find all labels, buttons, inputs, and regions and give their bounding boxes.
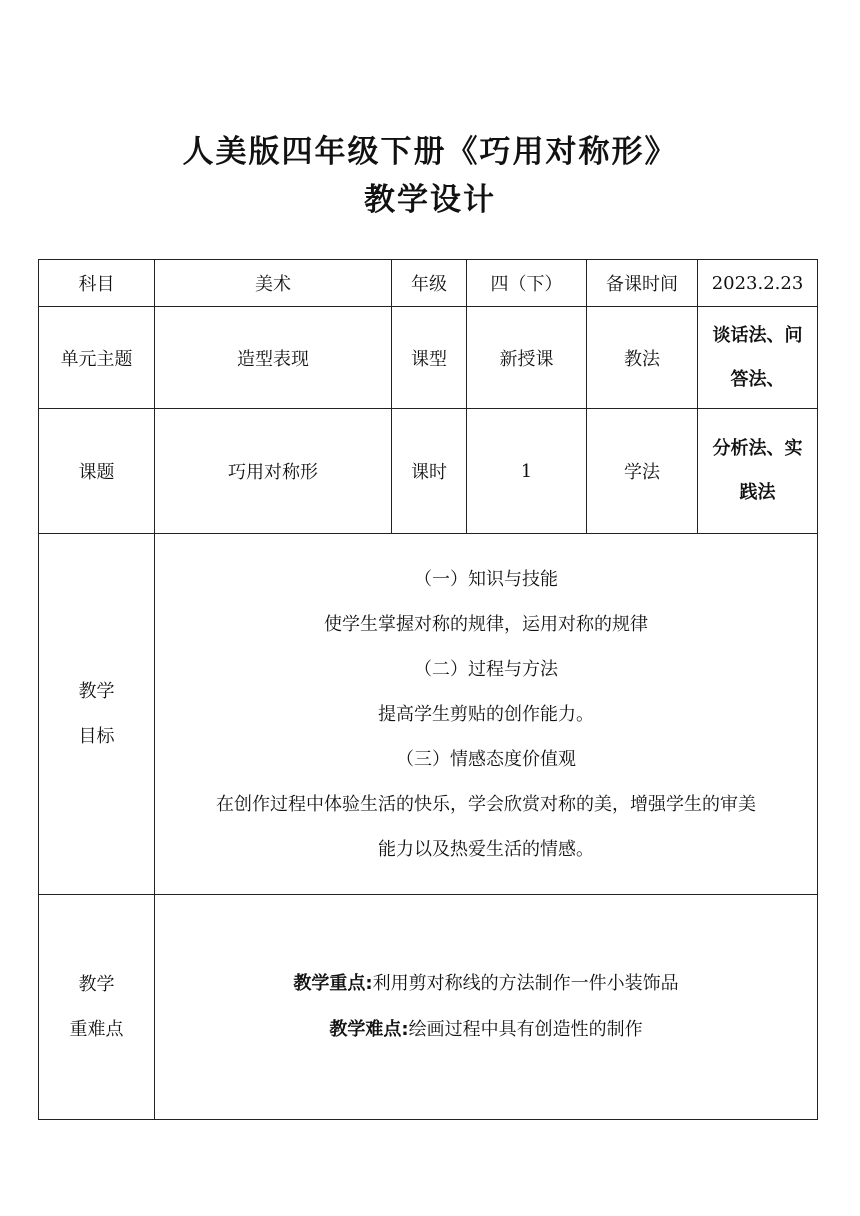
teaching-method-line: 答法、 bbox=[730, 368, 785, 390]
difficulty-text: 绘画过程中具有创造性的制作 bbox=[408, 1019, 643, 1040]
difficulty-line bbox=[155, 1007, 817, 1053]
topic-label: 课题 bbox=[39, 409, 155, 534]
key-points-label bbox=[39, 895, 155, 1120]
learning-method-label: 学法 bbox=[587, 409, 698, 534]
learning-method-line: 践法 bbox=[739, 482, 776, 503]
subject-label: 科目 bbox=[39, 260, 155, 307]
objectives-label bbox=[39, 534, 155, 895]
objectives-label-line: 教学 bbox=[78, 681, 115, 702]
teaching-method-label: 教法 bbox=[587, 307, 698, 409]
document-subtitle: 教学设计 bbox=[364, 182, 496, 218]
learning-method-value bbox=[698, 409, 818, 534]
table-row bbox=[39, 895, 818, 1120]
objectives-line: 能力以及热爱生活的情感。 bbox=[378, 838, 594, 860]
key-points-content bbox=[155, 895, 818, 1120]
prep-time-value: 2023.2.23 bbox=[698, 260, 818, 307]
table-row bbox=[39, 534, 818, 895]
objectives-content bbox=[155, 534, 818, 895]
teaching-method-value bbox=[698, 307, 818, 409]
objectives-label-line: 目标 bbox=[78, 726, 115, 747]
learning-method-line: 分析法、实 bbox=[712, 438, 803, 459]
prep-time-label: 备课时间 bbox=[587, 260, 698, 307]
objectives-line: 使学生掌握对称的规律，运用对称的规律 bbox=[324, 613, 648, 635]
subject-value: 美术 bbox=[155, 260, 392, 307]
focus-label: 教学重点: bbox=[293, 973, 373, 994]
grade-value: 四（下） bbox=[467, 260, 587, 307]
objectives-line: 在创作过程中体验生活的快乐，学会欣赏对称的美，增强学生的审美 bbox=[216, 793, 756, 815]
key-points-label-line: 重难点 bbox=[69, 1019, 124, 1040]
grade-label: 年级 bbox=[392, 260, 467, 307]
topic-value: 巧用对称形 bbox=[155, 409, 392, 534]
unit-value: 造型表现 bbox=[155, 307, 392, 409]
objectives-line: （一）知识与技能 bbox=[414, 568, 558, 590]
table-row bbox=[39, 260, 818, 307]
objectives-line: （二）过程与方法 bbox=[414, 658, 558, 680]
teaching-method-line: 谈话法、问 bbox=[712, 324, 803, 346]
table-row bbox=[39, 307, 818, 409]
unit-label: 单元主题 bbox=[39, 307, 155, 409]
lesson-type-value: 新授课 bbox=[467, 307, 587, 409]
lesson-plan-table bbox=[38, 259, 818, 1120]
periods-label: 课时 bbox=[392, 409, 467, 534]
focus-text: 利用剪对称线的方法制作一件小装饰品 bbox=[372, 973, 679, 994]
lesson-type-label: 课型 bbox=[392, 307, 467, 409]
objectives-line: （三）情感态度价值观 bbox=[396, 748, 576, 770]
table-row bbox=[39, 409, 818, 534]
objectives-line: 提高学生剪贴的创作能力。 bbox=[378, 703, 594, 725]
periods-value: 1 bbox=[467, 409, 587, 534]
focus-line bbox=[155, 961, 817, 1007]
key-points-label-line: 教学 bbox=[78, 974, 115, 995]
difficulty-label: 教学难点: bbox=[329, 1019, 409, 1040]
document-title: 人美版四年级下册《巧用对称形》 bbox=[182, 134, 678, 170]
